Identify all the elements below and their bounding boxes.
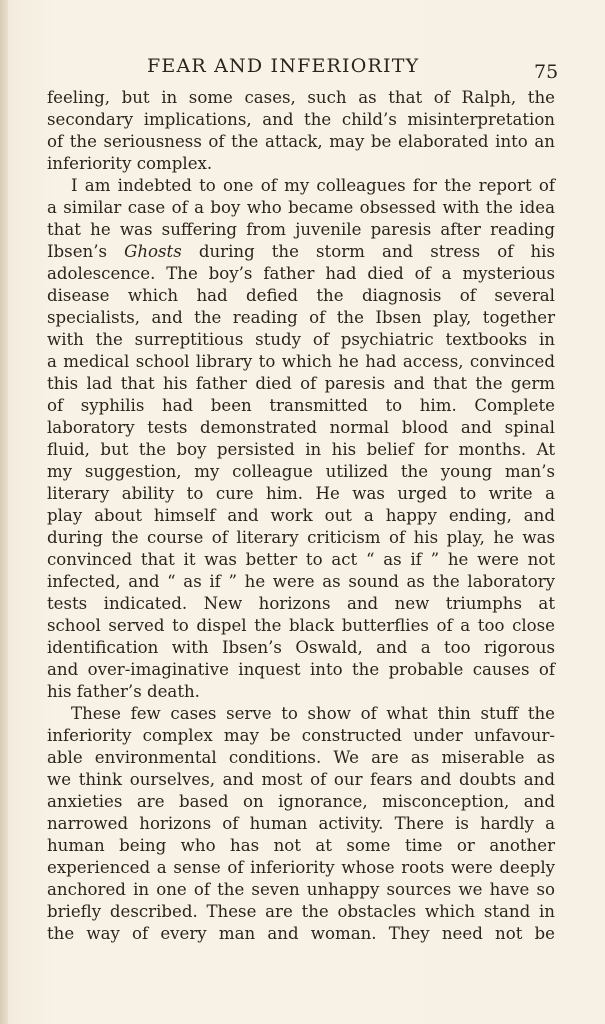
text-line: feeling, but in some cases, such as that of Ralph, the [47,88,555,107]
text-line-with-italic [47,241,555,263]
text-line: experienced a sense of inferiority whose roots were deeply [47,858,555,877]
text-line: the way of every man and woman. They need not be [47,924,555,943]
text-fragment: during the storm and stress of his [198,242,556,261]
text-line: with the surreptitious study of psychiatric textbooks in [47,330,555,349]
text-line: his father’s death. [47,682,200,701]
running-title: FEAR AND INFERIORITY [147,55,420,77]
text-line: school served to dispel the black butterflies of a too close [47,616,555,635]
page-gutter [0,0,8,1024]
text-line: briefly described. These are the obstacles which stand in [47,902,555,921]
text-line: of the seriousness of the attack, may be elaborated into an [47,132,555,151]
text-line: play about himself and work out a happy ending, and [47,506,555,525]
text-line: infected, and “ as if ” he were as sound as the laboratory [47,572,555,591]
text-line: this lad that his father died of paresis and that the germ [47,374,555,393]
text-line: during the course of literary criticism of his play, he was [47,528,555,547]
text-line: inferiority complex. [47,154,213,173]
text-line: anchored in one of the seven unhappy sources we have so [47,880,555,899]
paragraph [47,87,555,175]
text-line: that he was suffering from juvenile paresis after reading [47,220,555,239]
text-line: identification with Ibsen’s Oswald, and a too rigorous [47,638,555,657]
text-line: my suggestion, my colleague utilized the young man’s [47,462,555,481]
text-line: secondary implications, and the child’s misinterpretation [47,110,555,129]
body-text [47,87,555,945]
text-line: I am indebted to one of my colleagues for the report of [71,176,555,195]
text-line: and over-imaginative inquest into the probable causes of [47,660,555,679]
text-line: we think ourselves, and most of our fears and doubts and [47,770,555,789]
text-line: inferiority complex may be constructed under unfavour- [47,726,555,745]
text-line: adolescence. The boy’s father had died of a mysterious [47,264,555,283]
text-line: fluid, but the boy persisted in his belief for months. At [47,440,555,459]
text-line: of syphilis had been transmitted to him. Complete [47,396,555,415]
paragraph [47,703,555,945]
text-line: a similar case of a boy who became obsessed with the idea [47,198,555,217]
text-line: disease which had defied the diagnosis of several [47,286,555,305]
text-line: able environmental conditions. We are as miserable as [47,748,555,767]
text-line: narrowed horizons of human activity. There is hardly a [47,814,555,833]
text-line: human being who has not at some time or another [47,836,555,855]
text-line: laboratory tests demonstrated normal blood and spinal [47,418,555,437]
text-line: a medical school library to which he had access, convinced [47,352,555,371]
page-number: 75 [534,61,559,83]
text-line: literary ability to cure him. He was urged to write a [47,484,555,503]
italic-title: Ghosts [124,242,182,261]
page-header [0,52,605,82]
text-line: convinced that it was better to act “ as if ” he were not [47,550,555,569]
text-line: anxieties are based on ignorance, misconception, and [47,792,555,811]
text-line: tests indicated. New horizons and new triumphs at [47,594,555,613]
paragraph [47,175,555,703]
text-fragment: Ibsen’s [47,242,107,261]
text-line: specialists, and the reading of the Ibsen play, together [47,308,555,327]
text-line: These few cases serve to show of what thin stuff the [71,704,555,723]
